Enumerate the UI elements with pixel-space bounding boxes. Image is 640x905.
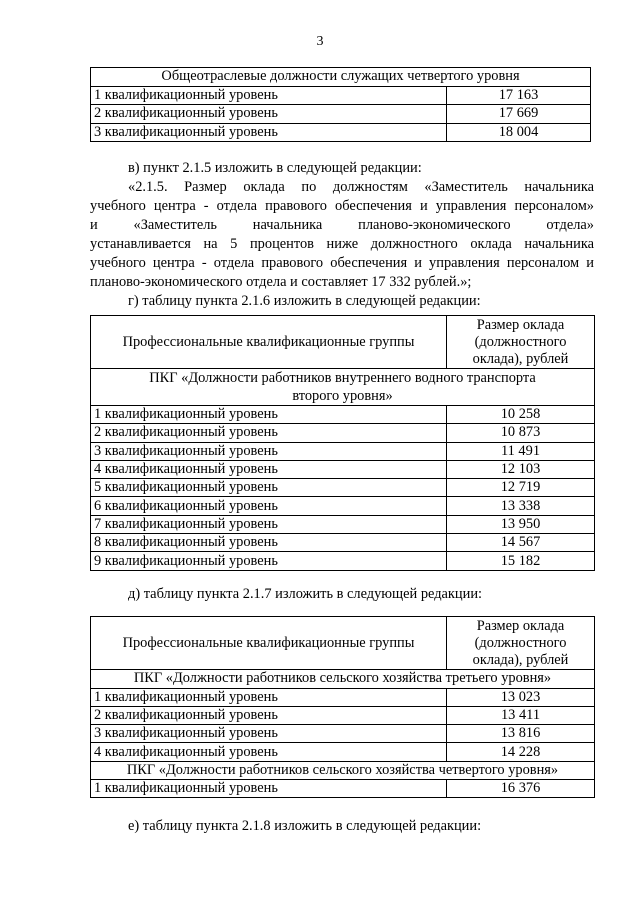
table-group-row xyxy=(91,369,595,406)
salary-value: 17 163 xyxy=(447,86,591,105)
paragraph-line: «2.1.5. Размер оклада по должностям «Заместитель начальника xyxy=(128,179,594,195)
group-title: ПКГ «Должности работников сельского хозяйства четвертого уровня» xyxy=(91,761,595,780)
salary-value: 18 004 xyxy=(447,123,591,142)
paragraph-line: учебного центра - отдела правового обеспечения и управления персоналом и xyxy=(90,255,594,271)
paragraph-item-g: г) таблицу пункта 2.1.6 изложить в следующей редакции: xyxy=(128,293,481,309)
table-water-transport-level-2 xyxy=(90,315,595,571)
level-name: 4 квалификационный уровень xyxy=(91,460,447,478)
level-name: 2 квалификационный уровень xyxy=(91,424,447,442)
header-salary-line: Размер оклада xyxy=(476,316,565,333)
table-row xyxy=(91,515,595,533)
table-row xyxy=(91,534,595,552)
table-row xyxy=(91,406,595,424)
table-row xyxy=(91,460,595,478)
level-name: 2 квалификационный уровень xyxy=(91,706,447,724)
table-row xyxy=(91,86,591,105)
level-name: 5 квалификационный уровень xyxy=(91,479,447,497)
level-name: 6 квалификационный уровень xyxy=(91,497,447,515)
paragraph-2-1-5 xyxy=(90,178,594,292)
level-name: 1 квалификационный уровень xyxy=(91,406,447,424)
salary-value: 12 719 xyxy=(447,479,595,497)
group-title: ПКГ «Должности работников сельского хозяйства третьего уровня» xyxy=(91,670,595,689)
paragraph-item-d: д) таблицу пункта 2.1.7 изложить в следующей редакции: xyxy=(128,586,483,602)
salary-value: 15 182 xyxy=(447,552,595,570)
level-name: 4 квалификационный уровень xyxy=(91,743,447,761)
table-row xyxy=(91,105,591,124)
level-name: 1 квалификационный уровень xyxy=(91,688,447,706)
level-name: 3 квалификационный уровень xyxy=(91,442,447,460)
salary-value: 12 103 xyxy=(447,460,595,478)
header-salary-line: (должностного xyxy=(474,333,567,350)
table-agriculture xyxy=(90,616,595,798)
table-row xyxy=(91,424,595,442)
salary-value: 14 228 xyxy=(447,743,595,761)
level-name: 9 квалификационный уровень xyxy=(91,552,447,570)
header-salary-line: оклада), рублей xyxy=(472,350,569,367)
paragraph-line: и «Заместитель начальника планово-экономического отдела» xyxy=(90,217,594,233)
header-salary-line: Размер оклада xyxy=(476,617,565,634)
group-title-line: ПКГ «Должности работников внутреннего водного транспорта xyxy=(149,370,536,386)
page-number: 3 xyxy=(316,34,324,49)
header-groups: Профессиональные квалификационные группы xyxy=(91,316,447,369)
salary-value: 17 669 xyxy=(447,105,591,124)
paragraph-line: устанавливается на 5 процентов ниже должностного оклада начальника xyxy=(90,236,594,252)
table-row xyxy=(91,479,595,497)
table-row xyxy=(91,706,595,724)
level-name: 2 квалификационный уровень xyxy=(91,105,447,124)
table-row xyxy=(91,552,595,570)
salary-value: 13 950 xyxy=(447,515,595,533)
paragraph-item-v: в) пункт 2.1.5 изложить в следующей редакции: xyxy=(128,160,422,176)
salary-value: 14 567 xyxy=(447,534,595,552)
table-row xyxy=(91,497,595,515)
table-group-row xyxy=(91,761,595,780)
table-row xyxy=(91,688,595,706)
salary-value: 13 816 xyxy=(447,725,595,743)
salary-value: 13 411 xyxy=(447,706,595,724)
level-name: 3 квалификационный уровень xyxy=(91,725,447,743)
salary-value: 13 023 xyxy=(447,688,595,706)
table-row xyxy=(91,442,595,460)
header-salary-line: оклада), рублей xyxy=(472,651,569,668)
table-group-row xyxy=(91,670,595,689)
table-row xyxy=(91,780,595,798)
group-title-line: второго уровня» xyxy=(292,388,393,404)
table-row xyxy=(91,123,591,142)
salary-value: 10 258 xyxy=(447,406,595,424)
level-name: 1 квалификационный уровень xyxy=(91,86,447,105)
header-salary xyxy=(447,316,595,369)
header-salary xyxy=(447,617,595,670)
header-groups: Профессиональные квалификационные группы xyxy=(91,617,447,670)
level-name: 8 квалификационный уровень xyxy=(91,534,447,552)
table-group-row xyxy=(91,68,591,87)
paragraph-line: планово-экономического отдела и составляет 17 332 рублей.»; xyxy=(90,274,472,290)
salary-value: 11 491 xyxy=(447,442,595,460)
paragraph-line: учебного центра - отдела правового обеспечения и управления персоналом» xyxy=(90,198,594,214)
level-name: 7 квалификационный уровень xyxy=(91,515,447,533)
group-title: Общеотраслевые должности служащих четвертого уровня xyxy=(91,68,591,87)
group-title xyxy=(91,369,595,406)
table-row xyxy=(91,725,595,743)
table-general-positions-level-4 xyxy=(90,67,591,142)
level-name: 3 квалификационный уровень xyxy=(91,123,447,142)
header-salary-line: (должностного xyxy=(474,634,567,651)
table-header-row xyxy=(91,316,595,369)
salary-value: 13 338 xyxy=(447,497,595,515)
paragraph-item-e: е) таблицу пункта 2.1.8 изложить в следующей редакции: xyxy=(128,818,482,834)
table-row xyxy=(91,743,595,761)
level-name: 1 квалификационный уровень xyxy=(91,780,447,798)
salary-value: 10 873 xyxy=(447,424,595,442)
table-header-row xyxy=(91,617,595,670)
salary-value: 16 376 xyxy=(447,780,595,798)
